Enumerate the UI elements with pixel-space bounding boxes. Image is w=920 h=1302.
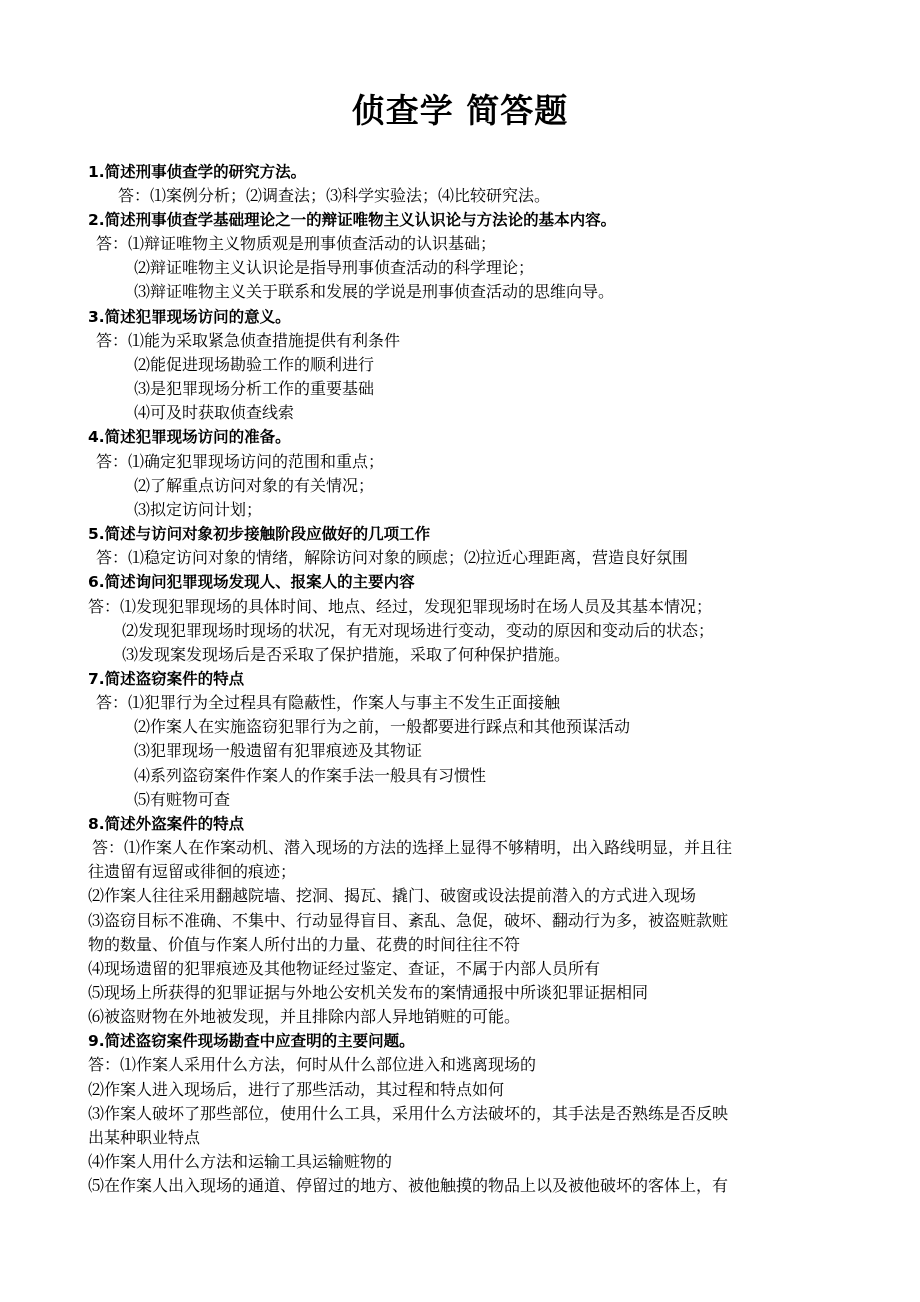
answer-line: ⑷系列盗窃案件作案人的作案手法一般具有习惯性: [134, 766, 487, 785]
answer-line: 答：⑴辩证唯物主义物质观是刑事侦查活动的认识基础；: [96, 234, 497, 253]
answer-line: ⑵了解重点访问对象的有关情况；: [134, 476, 375, 495]
answer-line: ⑸现场上所获得的犯罪证据与外地公安机关发布的案情通报中所谈犯罪证据相同: [88, 983, 649, 1002]
question-heading: 2.简述刑事侦查学基础理论之一的辩证唯物主义认识论与方法论的基本内容。: [88, 211, 617, 229]
answer-line: 出某种职业特点: [88, 1128, 201, 1147]
answer-line: 答：⑴能为采取紧急侦查措施提供有利条件: [96, 331, 401, 350]
answer-line: 往遗留有逗留或徘徊的痕迹；: [88, 862, 297, 881]
question-heading: 9.简述盗窃案件现场勘查中应查明的主要问题。: [88, 1032, 415, 1050]
question-heading: 7.简述盗窃案件的特点: [88, 670, 245, 688]
answer-line: ⑵作案人在实施盗窃犯罪行为之前，一般都要进行踩点和其他预谋活动: [134, 717, 631, 736]
answer-line: 答：⑴作案人采用什么方法，何时从什么部位进入和逃离现场的: [88, 1055, 537, 1074]
answer-line: ⑶拟定访问计划；: [134, 500, 263, 519]
answer-line: 答：⑴案例分析；⑵调查法；⑶科学实验法；⑷比较研究法。: [118, 186, 551, 205]
answer-line: 答：⑴稳定访问对象的情绪，解除访问对象的顾虑；⑵拉近心理距离，营造良好氛围: [96, 548, 689, 567]
answer-line: ⑶辩证唯物主义关于联系和发展的学说是刑事侦查活动的思维向导。: [134, 282, 615, 301]
question-heading: 8.简述外盗案件的特点: [88, 815, 245, 833]
answer-line: ⑸有赃物可查: [134, 790, 231, 809]
answer-line: ⑷现场遗留的犯罪痕迹及其他物证经过鉴定、查证，不属于内部人员所有: [88, 959, 601, 978]
answer-line: ⑶是犯罪现场分析工作的重要基础: [134, 379, 375, 398]
answer-line: 物的数量、价值与作案人所付出的力量、花费的时间往往不符: [88, 935, 521, 954]
answer-line: ⑹被盗财物在外地被发现，并且排除内部人异地销赃的可能。: [88, 1007, 521, 1026]
answer-line: 答：⑴犯罪行为全过程具有隐蔽性，作案人与事主不发生正面接触: [96, 693, 561, 712]
answer-line: ⑸在作案人出入现场的通道、停留过的地方、被他触摸的物品上以及被他破坏的客体上，有: [88, 1176, 729, 1195]
answer-line: 答：⑴确定犯罪现场访问的范围和重点；: [96, 452, 385, 471]
question-heading: 1.简述刑事侦查学的研究方法。: [88, 163, 307, 181]
answer-line: ⑶作案人破坏了那些部位，使用什么工具，采用什么方法破坏的，其手法是否熟练是否反映: [88, 1104, 729, 1123]
page-title: 侦查学 简答题: [351, 91, 569, 130]
answer-line: 答：⑴作案人在作案动机、潜入现场的方法的选择上显得不够精明，出入路线明显，并且往: [92, 838, 733, 857]
question-heading: 6.简述询问犯罪现场发现人、报案人的主要内容: [88, 573, 415, 591]
answer-line: ⑶犯罪现场一般遗留有犯罪痕迹及其物证: [134, 741, 423, 760]
answer-line: ⑵发现犯罪现场时现场的状况，有无对现场进行变动，变动的原因和变动后的状态；: [122, 621, 715, 640]
answer-line: ⑶发现案发现场后是否采取了保护措施，采取了何种保护措施。: [122, 645, 571, 664]
question-heading: 3.简述犯罪现场访问的意义。: [88, 308, 291, 326]
answer-line: ⑵作案人往往采用翻越院墙、挖洞、揭瓦、撬门、破窗或设法提前潜入的方式进入现场: [88, 886, 697, 905]
answer-line: ⑵能促进现场勘验工作的顺利进行: [134, 355, 375, 374]
answer-line: ⑵作案人进入现场后，进行了那些活动，其过程和特点如何: [88, 1080, 505, 1099]
answer-line: ⑵辩证唯物主义认识论是指导刑事侦查活动的科学理论；: [134, 258, 535, 277]
answer-line: 答：⑴发现犯罪现场的具体时间、地点、经过，发现犯罪现场时在场人员及其基本情况；: [88, 597, 713, 616]
question-heading: 4.简述犯罪现场访问的准备。: [88, 428, 291, 446]
answer-line: ⑶盗窃目标不准确、不集中、行动显得盲目、紊乱、急促，破坏、翻动行为多，被盗赃款赃: [88, 911, 729, 930]
question-heading: 5.简述与访问对象初步接触阶段应做好的几项工作: [88, 525, 431, 543]
answer-line: ⑷作案人用什么方法和运输工具运输赃物的: [88, 1152, 393, 1171]
answer-line: ⑷可及时获取侦查线索: [134, 403, 295, 422]
